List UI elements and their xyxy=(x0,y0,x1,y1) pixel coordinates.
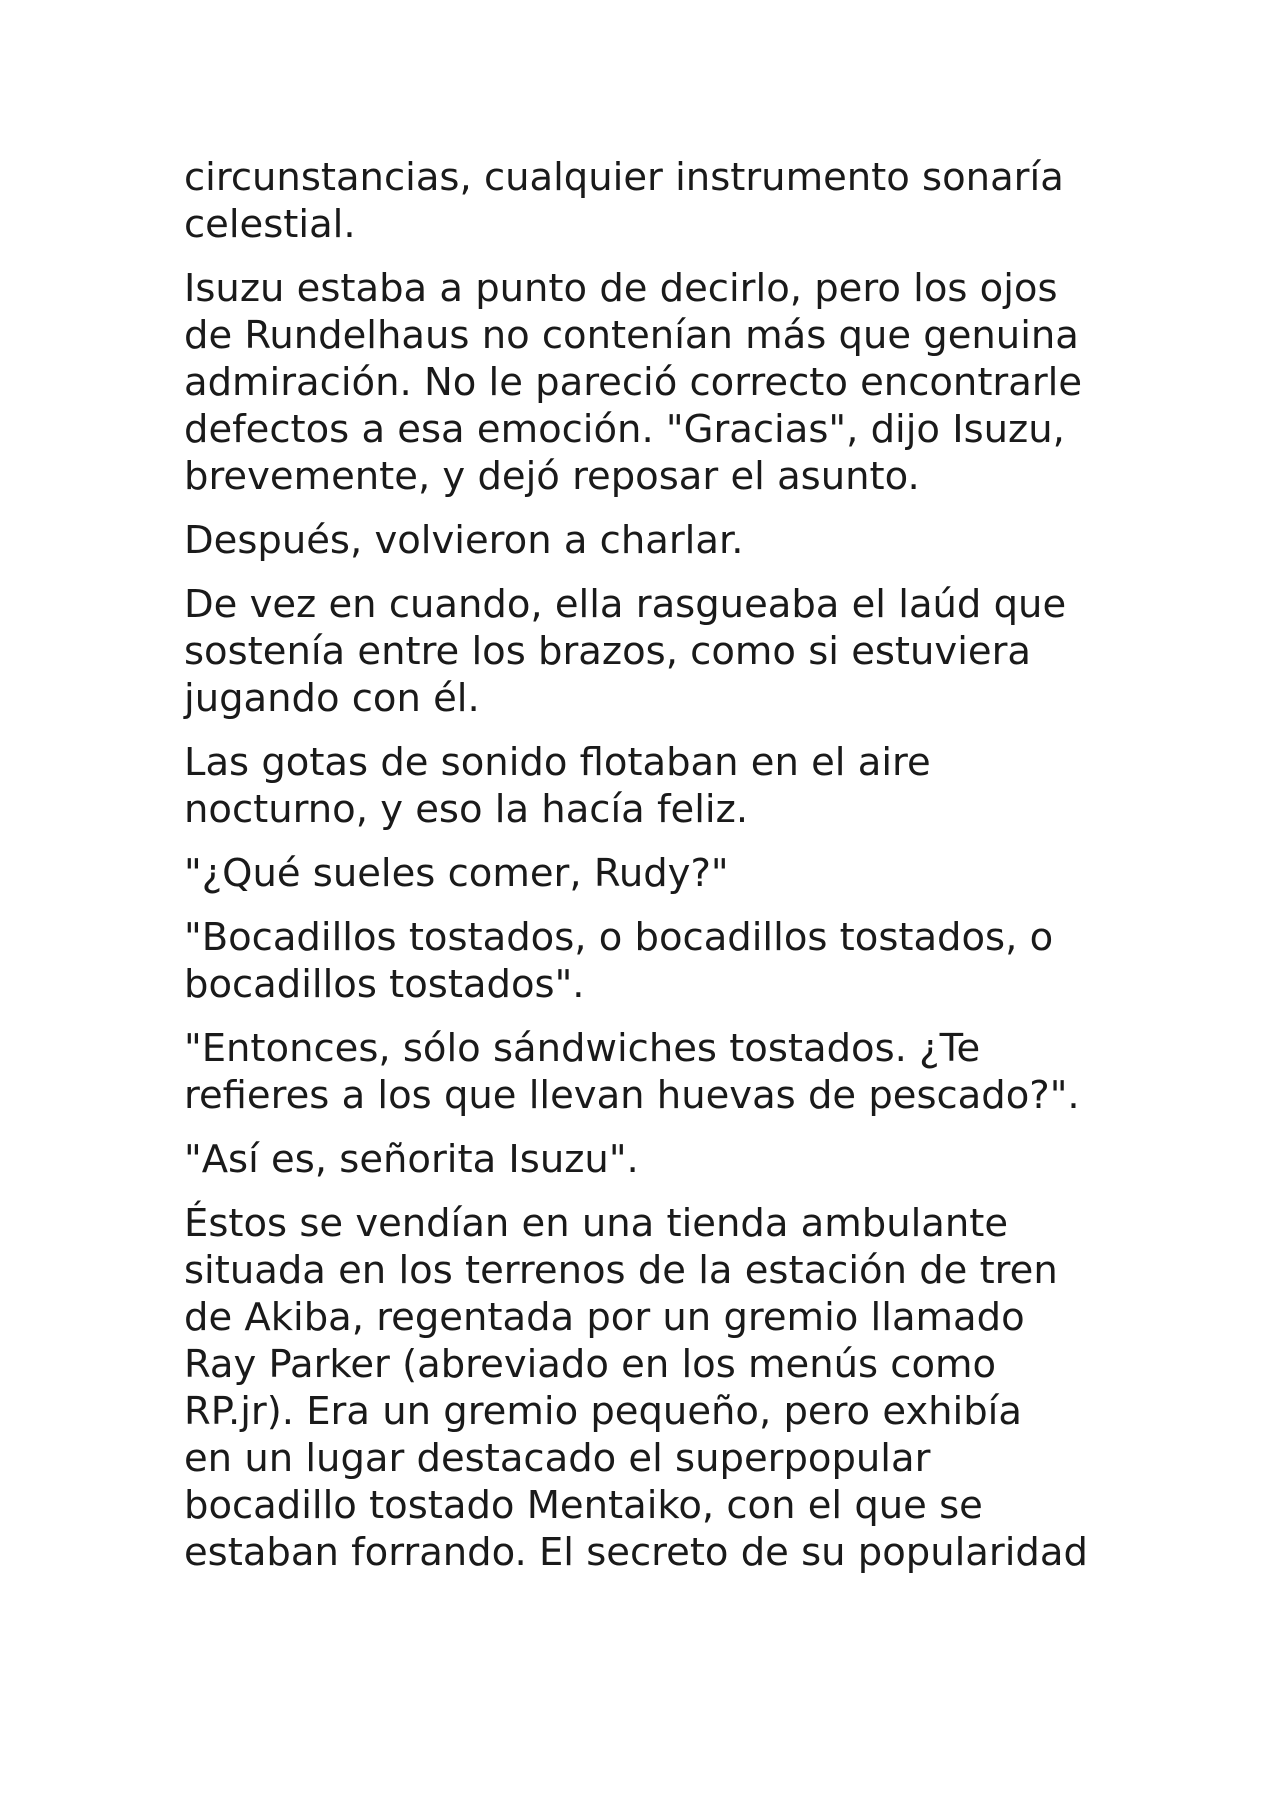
paragraph-4 xyxy=(184,581,1124,722)
text-line: jugando con él. xyxy=(184,676,480,721)
paragraph-6 xyxy=(184,850,1124,897)
text-line: brevemente, y dejó reposar el asunto. xyxy=(184,454,920,499)
text-line: bocadillo tostado Mentaiko, con el que se xyxy=(184,1483,983,1528)
text-line: celestial. xyxy=(184,202,356,247)
text-line: "¿Qué sueles comer, Rudy?" xyxy=(184,851,729,896)
text-line: Después, volvieron a charlar. xyxy=(184,518,744,563)
document-page xyxy=(184,154,1124,1593)
text-line: nocturno, y eso la hacía feliz. xyxy=(184,787,749,832)
text-line: "Así es, señorita Isuzu". xyxy=(184,1137,639,1182)
text-line: defectos a esa emoción. "Gracias", dijo Isuzu, xyxy=(184,407,1065,452)
text-line: circunstancias, cualquier instrumento sonaría xyxy=(184,155,1064,200)
text-line: "Entonces, sólo sándwiches tostados. ¿Te xyxy=(184,1026,981,1071)
text-line: Las gotas de sonido flotaban en el aire xyxy=(184,740,931,785)
text-line: Ray Parker (abreviado en los menús como xyxy=(184,1342,997,1387)
text-line: de Rundelhaus no contenían más que genuina xyxy=(184,313,1079,358)
text-line: Isuzu estaba a punto de decirlo, pero los ojos xyxy=(184,266,1058,311)
text-line: RP.jr). Era un gremio pequeño, pero exhibía xyxy=(184,1389,1022,1434)
text-line: refieres a los que llevan huevas de pescado?". xyxy=(184,1073,1080,1118)
paragraph-10 xyxy=(184,1200,1124,1576)
text-line: estaban forrando. El secreto de su popularidad xyxy=(184,1530,1088,1575)
paragraph-7 xyxy=(184,914,1124,1008)
text-line: situada en los terrenos de la estación de tren xyxy=(184,1248,1058,1293)
text-line: en un lugar destacado el superpopular xyxy=(184,1436,931,1481)
text-line: sostenía entre los brazos, como si estuviera xyxy=(184,629,1032,674)
paragraph-3 xyxy=(184,517,1124,564)
paragraph-1 xyxy=(184,154,1124,248)
paragraph-9 xyxy=(184,1136,1124,1183)
paragraph-2 xyxy=(184,265,1124,500)
paragraph-8 xyxy=(184,1025,1124,1119)
text-line: "Bocadillos tostados, o bocadillos tostados, o xyxy=(184,915,1054,960)
text-line: bocadillos tostados". xyxy=(184,962,585,1007)
text-line: De vez en cuando, ella rasgueaba el laúd que xyxy=(184,582,1067,627)
text-line: admiración. No le pareció correcto encontrarle xyxy=(184,360,1083,405)
text-line: Éstos se vendían en una tienda ambulante xyxy=(184,1201,1009,1246)
text-line: de Akiba, regentada por un gremio llamado xyxy=(184,1295,1025,1340)
paragraph-5 xyxy=(184,739,1124,833)
